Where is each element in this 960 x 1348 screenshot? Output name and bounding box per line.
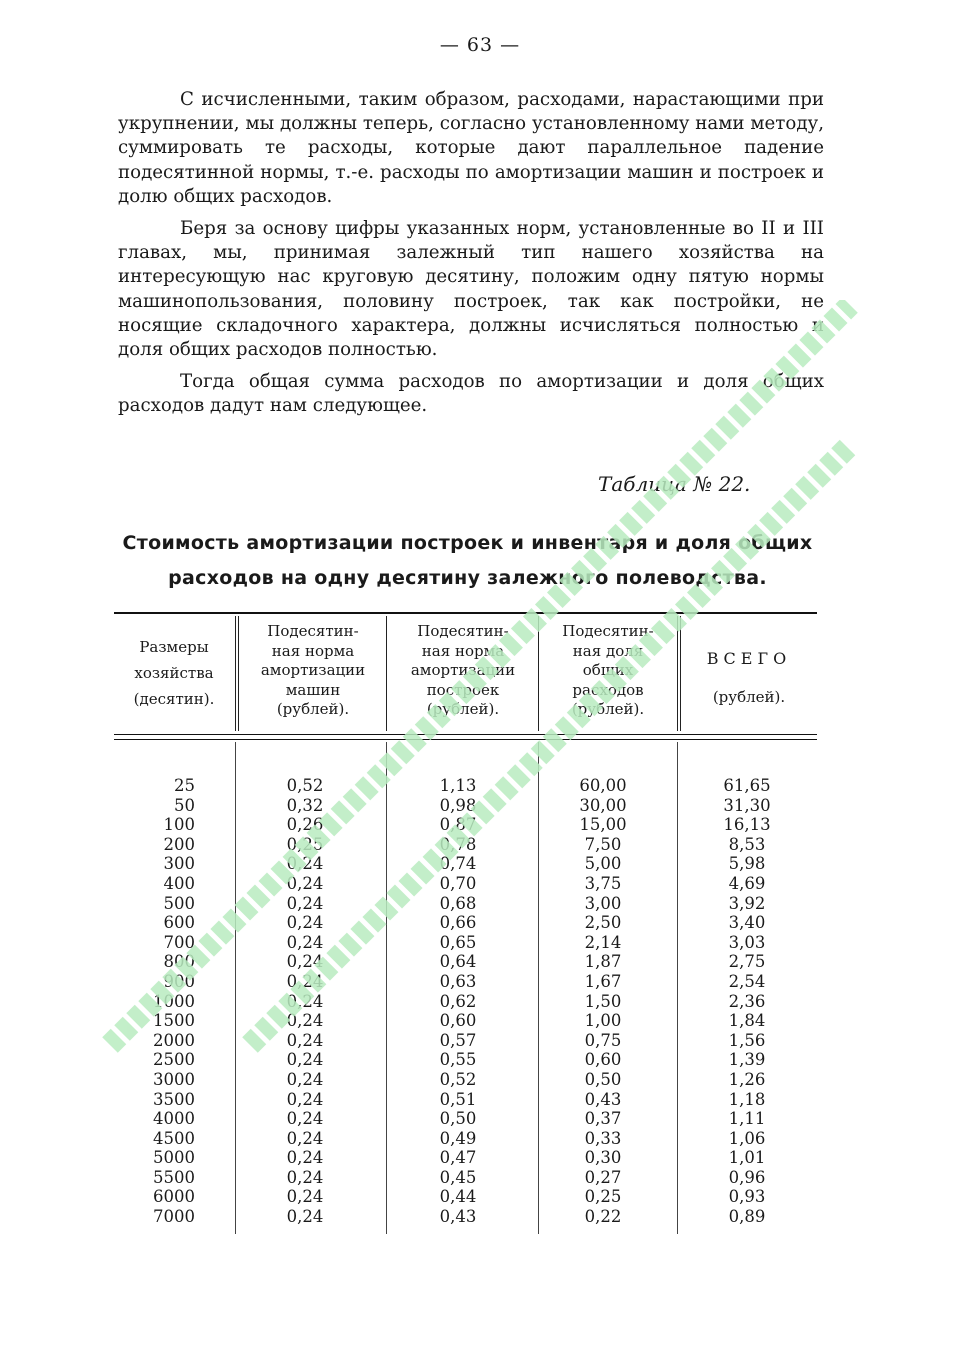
cell-buildings: 0,60 — [439, 1011, 477, 1031]
header-size — [118, 634, 230, 712]
cell-buildings: 0,51 — [439, 1089, 477, 1109]
cell-total: 0,96 — [728, 1167, 766, 1187]
cell-size: 2500 — [153, 1050, 195, 1070]
cell-overhead: 30,00 — [579, 795, 627, 815]
cell-buildings: 0,65 — [439, 932, 477, 952]
cell-size: 3500 — [153, 1089, 195, 1109]
cell-size: 7000 — [153, 1207, 195, 1227]
cell-total: 3,03 — [728, 932, 766, 952]
cell-total: 1,39 — [728, 1050, 766, 1070]
table-header-rule-double — [114, 739, 817, 740]
table-header-rule — [114, 734, 817, 735]
cell-total: 4,69 — [728, 873, 766, 893]
cell-buildings: 0,57 — [439, 1030, 477, 1050]
cell-machines: 0,24 — [286, 1128, 324, 1148]
cell-total: 8,53 — [728, 834, 766, 854]
page-number: — 63 — — [439, 34, 521, 56]
cell-overhead: 15,00 — [579, 815, 627, 835]
cell-machines: 0,24 — [286, 893, 324, 913]
column-divider — [538, 742, 539, 1234]
cell-size: 5500 — [153, 1167, 195, 1187]
header-buildings-line: (рублей). — [426, 700, 500, 718]
cell-buildings: 0,74 — [439, 854, 477, 874]
cell-size: 5000 — [153, 1148, 195, 1168]
cell-overhead: 0,22 — [584, 1207, 622, 1227]
cell-buildings: 0,66 — [439, 913, 477, 933]
header-overhead-line: (рублей). — [571, 700, 645, 718]
paragraph-1: С исчисленными, таким образом, расходами, нарастающими при укрупнении, мы должны теперь, согласно установленному нами методу, суммировать те расходы, которые дают параллельное падение подесятинной нормы, т.-е. расходы по амортизации машин и построек и долю общих расходов. — [118, 89, 824, 207]
cell-size: 400 — [163, 873, 195, 893]
cell-total: 3,40 — [728, 913, 766, 933]
header-size-line: Размеры — [139, 638, 209, 656]
cell-overhead: 7,50 — [584, 834, 622, 854]
cell-machines: 0,24 — [286, 1089, 324, 1109]
header-overhead-line: ная доля — [572, 641, 644, 660]
cell-overhead: 2,14 — [584, 932, 622, 952]
cell-machines: 0,24 — [286, 1207, 324, 1227]
header-buildings-line: ная норма — [421, 641, 505, 660]
cell-overhead: 5,00 — [584, 854, 622, 874]
header-machines-line: Подесятин- — [267, 622, 359, 640]
cell-total: 31,30 — [723, 795, 771, 815]
cell-machines: 0,25 — [286, 834, 324, 854]
cell-machines: 0,24 — [286, 913, 324, 933]
cell-buildings: 0,68 — [439, 893, 477, 913]
table-title-line-1: Стоимость амортизации построек и инвентаря и доля общих — [122, 532, 813, 554]
cell-overhead: 0,60 — [584, 1050, 622, 1070]
cell-buildings: 0,52 — [439, 1069, 477, 1089]
column-machines — [270, 776, 340, 1227]
cell-buildings: 0,62 — [439, 991, 477, 1011]
cell-overhead: 1,50 — [584, 991, 622, 1011]
cell-machines: 0,24 — [286, 1050, 324, 1070]
cell-overhead: 0,25 — [584, 1187, 622, 1207]
cell-size: 100 — [163, 815, 195, 835]
cell-size: 4500 — [153, 1128, 195, 1148]
cell-buildings: 0,78 — [439, 834, 477, 854]
cell-size: 2000 — [153, 1030, 195, 1050]
header-size-line: хозяйства — [134, 664, 214, 682]
cell-overhead: 3,75 — [584, 873, 622, 893]
column-total — [712, 776, 782, 1227]
header-size-line: (десятин). — [133, 690, 215, 708]
column-overhead — [568, 776, 638, 1227]
column-divider — [386, 616, 387, 731]
header-machines-line: (рублей). — [276, 700, 350, 718]
header-overhead-line: расходов — [572, 680, 644, 699]
cell-size: 50 — [174, 795, 195, 815]
cell-size: 600 — [163, 913, 195, 933]
header-buildings-line: Подесятин- — [417, 622, 509, 640]
cell-overhead: 1,67 — [584, 971, 622, 991]
header-overhead-line: Подесятин- — [562, 622, 654, 640]
cell-overhead: 0,27 — [584, 1167, 622, 1187]
cell-machines: 0,24 — [286, 1011, 324, 1031]
column-divider — [235, 616, 236, 731]
column-buildings — [422, 776, 494, 1227]
header-machines — [243, 622, 383, 720]
cell-machines: 0,52 — [286, 776, 324, 795]
column-divider — [677, 742, 678, 1234]
cell-machines: 0,24 — [286, 1030, 324, 1050]
column-divider — [386, 742, 387, 1234]
cell-overhead: 0,30 — [584, 1148, 622, 1168]
cell-size: 1500 — [153, 1011, 195, 1031]
header-overhead-line: общих — [582, 661, 634, 679]
cell-total: 0,89 — [728, 1207, 766, 1227]
cell-overhead: 2,50 — [584, 913, 622, 933]
cell-size: 800 — [163, 952, 195, 972]
header-overhead — [542, 622, 674, 720]
cell-machines: 0,24 — [286, 854, 324, 874]
header-total — [684, 640, 814, 716]
column-divider — [677, 616, 678, 731]
cell-overhead: 1,00 — [584, 1011, 622, 1031]
cell-buildings: 0,44 — [439, 1187, 477, 1207]
cell-machines: 0,24 — [286, 1187, 324, 1207]
header-machines-line: машин — [285, 680, 341, 699]
cell-overhead: 0,75 — [584, 1030, 622, 1050]
cell-buildings: 0,64 — [439, 952, 477, 972]
header-buildings — [391, 622, 535, 720]
cell-total: 0,93 — [728, 1187, 766, 1207]
cell-machines: 0,24 — [286, 1148, 324, 1168]
cell-buildings: 0,87 — [439, 815, 477, 835]
cell-machines: 0,24 — [286, 1109, 324, 1129]
cell-size: 3000 — [153, 1069, 195, 1089]
paragraph-3: Тогда общая сумма расходов по амортизации и доля общих расходов дадут нам следующее. — [118, 371, 824, 417]
table-top-rule — [114, 612, 817, 614]
cell-total: 2,75 — [728, 952, 766, 972]
cell-machines: 0,24 — [286, 873, 324, 893]
cell-size: 300 — [163, 854, 195, 874]
cell-size: 4000 — [153, 1109, 195, 1129]
column-divider — [538, 616, 539, 731]
cell-size: 6000 — [153, 1187, 195, 1207]
cell-buildings: 0,55 — [439, 1050, 477, 1070]
cell-overhead: 60,00 — [579, 776, 627, 795]
cell-buildings: 0,47 — [439, 1148, 477, 1168]
cell-total: 1,26 — [728, 1069, 766, 1089]
header-total-line: (рублей). — [712, 688, 786, 706]
header-machines-line: амортизации — [260, 661, 366, 679]
cell-size: 200 — [163, 834, 195, 854]
cell-machines: 0,24 — [286, 991, 324, 1011]
cell-buildings: 0,63 — [439, 971, 477, 991]
cell-total: 1,11 — [728, 1109, 766, 1129]
cell-total: 1,18 — [728, 1089, 766, 1109]
cell-overhead: 3,00 — [584, 893, 622, 913]
cell-total: 2,36 — [728, 991, 766, 1011]
table-title — [100, 526, 835, 596]
column-size — [120, 776, 195, 1227]
cell-total: 1,84 — [728, 1011, 766, 1031]
cell-total: 3,92 — [728, 893, 766, 913]
column-divider — [238, 616, 239, 731]
cell-buildings: 1,13 — [439, 776, 477, 795]
cell-buildings: 0,50 — [439, 1109, 477, 1129]
cell-overhead: 0,43 — [584, 1089, 622, 1109]
table-caption: Таблица № 22. — [598, 472, 751, 496]
cell-buildings: 0,43 — [439, 1207, 477, 1227]
cell-size: 700 — [163, 932, 195, 952]
cell-buildings: 0,70 — [439, 873, 477, 893]
cell-machines: 0,24 — [286, 1069, 324, 1089]
cell-total: 1,06 — [728, 1128, 766, 1148]
cell-overhead: 0,33 — [584, 1128, 622, 1148]
cell-size: 900 — [163, 971, 195, 991]
cell-size: 500 — [163, 893, 195, 913]
cell-size: 25 — [174, 776, 195, 795]
cell-machines: 0,32 — [286, 795, 324, 815]
cell-buildings: 0,45 — [439, 1167, 477, 1187]
cell-overhead: 1,87 — [584, 952, 622, 972]
cell-machines: 0,24 — [286, 932, 324, 952]
header-machines-line: ная норма — [271, 641, 355, 660]
paragraph-2: Беря за основу цифры указанных норм, установленные во II и III главах, мы, принимая залежный тип нашего хозяйства на интересующую нас круговую десятину, положим одну пятую нормы машинопользования, половину построек, так как постройки, не носящие складочного характера, должны исчисляться полностью и доля общих расходов полностью. — [118, 218, 824, 361]
cell-total: 2,54 — [728, 971, 766, 991]
cell-overhead: 0,37 — [584, 1109, 622, 1129]
cell-machines: 0,26 — [286, 815, 324, 835]
body-text — [118, 88, 824, 427]
header-buildings-line: построек — [426, 680, 500, 699]
cell-total: 16,13 — [723, 815, 771, 835]
cell-total: 61,65 — [723, 776, 771, 795]
cell-overhead: 0,50 — [584, 1069, 622, 1089]
cell-total: 5,98 — [728, 854, 766, 874]
cell-machines: 0,24 — [286, 1167, 324, 1187]
header-total-line: ВСЕГО — [706, 649, 792, 668]
header-buildings-line: амортизации — [410, 661, 516, 679]
column-divider — [235, 742, 236, 1234]
column-divider — [680, 616, 681, 731]
cell-size: 1000 — [153, 991, 195, 1011]
cell-buildings: 0,98 — [439, 795, 477, 815]
table-title-line-2: расходов на одну десятину залежного полеводства. — [168, 567, 767, 589]
cell-machines: 0,24 — [286, 952, 324, 972]
cell-total: 1,56 — [728, 1030, 766, 1050]
cell-machines: 0,24 — [286, 971, 324, 991]
cell-buildings: 0,49 — [439, 1128, 477, 1148]
cell-total: 1,01 — [728, 1148, 766, 1168]
